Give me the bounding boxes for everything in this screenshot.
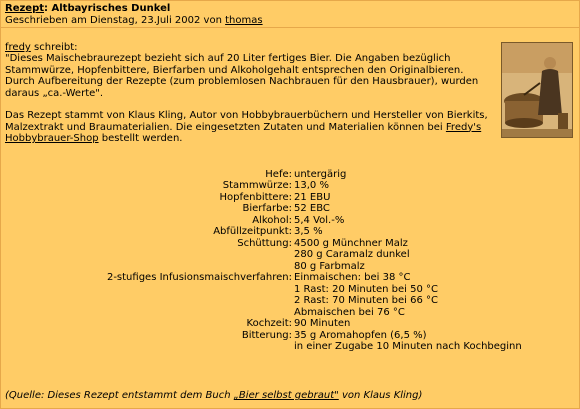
- spec-label: Alkohol:: [252, 214, 292, 226]
- quoter-link[interactable]: fredy: [5, 42, 31, 53]
- intro-end: bestellt werden.: [101, 133, 183, 144]
- spec-label: Schüttung:: [237, 237, 292, 249]
- spec-value: 35 g Aromahopfen (6,5 %): [294, 329, 427, 341]
- spec-row: [5, 272, 522, 284]
- spec-row: [5, 341, 522, 353]
- brewer-illustration: [501, 42, 573, 138]
- quoter-suffix: schreibt:: [34, 42, 78, 53]
- spec-label: [5, 341, 294, 353]
- spec-label: Kochzeit:: [246, 318, 292, 329]
- brewer-illustration-icon: [502, 43, 572, 137]
- spec-value: 5,4 Vol.-%: [294, 214, 345, 226]
- spec-label: Hefe:: [265, 168, 292, 180]
- spec-label: Bitterung:: [241, 329, 292, 341]
- spec-row: [5, 215, 522, 227]
- article-meta: [5, 15, 575, 26]
- article-title: [5, 3, 575, 14]
- article-body: [1, 28, 579, 353]
- spec-value: 1 Rast: 20 Minuten bei 50 °C: [294, 283, 438, 295]
- shop-link[interactable]: Fredy's Hobbybrauer-Shop: [5, 121, 482, 144]
- quote-attribution: [5, 42, 575, 53]
- author-link[interactable]: thomas: [225, 15, 263, 26]
- spec-row: [5, 226, 522, 238]
- spec-row: [5, 180, 522, 192]
- spec-row: [5, 307, 522, 319]
- spec-row: [5, 203, 522, 215]
- spec-value: 13,0 %: [294, 180, 329, 191]
- quote-text: "Dieses Maischebraurezept bezieht sich auf 20 Liter fertiges Bier. Die Angaben bezüglich Stammwürze, Hopfenbittere, Bierfarben und Alkoholgehalt entsprechen den Originalbieren. Durch Aufbereitung der Rezepte (zum problemlosen Nachbrauen für den Hausbrauer), wurden daraus „ca.-Werte".: [5, 53, 479, 99]
- spec-label: 2-stufiges Infusionsmaischverfahren:: [106, 272, 292, 283]
- spec-label: [5, 249, 294, 261]
- article-header: [1, 1, 579, 28]
- spec-value: 280 g Caramalz dunkel: [294, 249, 410, 260]
- recipe-specs-table: [5, 169, 522, 353]
- source-before: (Quelle: Dieses Rezept entstammt dem Buch: [5, 390, 231, 401]
- spec-row: [5, 330, 522, 342]
- spec-label: [5, 261, 294, 273]
- spec-value: in einer Zugabe 10 Minuten nach Kochbeginn: [294, 341, 522, 352]
- spec-label: [5, 284, 294, 296]
- source-note: [5, 390, 422, 401]
- spec-row: [5, 249, 522, 261]
- spec-value: 21 EBU: [294, 191, 331, 203]
- spec-value: 90 Minuten: [294, 318, 351, 329]
- spec-row: [5, 261, 522, 273]
- intro-text: Das Rezept stammt von Klaus Kling, Autor von Hobbybrauerbüchern und Hersteller von Bierkits, Malzextrakt und Braumaterialien. Die eingesetzten Zutaten und Materialien können bei: [5, 110, 488, 133]
- spec-row: [5, 192, 522, 204]
- recipe-intro: [5, 110, 505, 145]
- spec-value: 3,5 %: [294, 226, 323, 237]
- spec-row: [5, 169, 522, 181]
- spec-row: [5, 284, 522, 296]
- spec-row: [5, 238, 522, 250]
- spec-label: Hopfenbittere:: [219, 191, 292, 203]
- spec-value: untergärig: [294, 168, 347, 180]
- spec-label: Bierfarbe:: [242, 203, 292, 214]
- spec-row: [5, 295, 522, 307]
- spec-row: [5, 318, 522, 330]
- spec-value: 80 g Farbmalz: [294, 260, 365, 272]
- spec-label: [5, 307, 294, 319]
- spec-label: [5, 295, 294, 307]
- title-text: : Altbayrisches Dunkel: [44, 3, 171, 14]
- spec-value: 2 Rast: 70 Minuten bei 66 °C: [294, 295, 438, 306]
- category-link[interactable]: Rezept: [5, 3, 45, 14]
- written-date: Geschrieben am Dienstag, 23.Juli 2002 von: [5, 15, 222, 26]
- spec-value: Abmaischen bei 76 °C: [294, 306, 405, 318]
- spec-value: 52 EBC: [294, 203, 330, 214]
- spec-value: 4500 g Münchner Malz: [294, 237, 408, 249]
- source-after: von Klaus Kling): [341, 390, 423, 401]
- spec-label: Abfüllzeitpunkt:: [213, 226, 292, 237]
- book-link[interactable]: „Bier selbst gebraut": [233, 390, 339, 401]
- spec-value: Einmaischen: bei 38 °C: [294, 272, 411, 283]
- spec-label: Stammwürze:: [222, 180, 292, 191]
